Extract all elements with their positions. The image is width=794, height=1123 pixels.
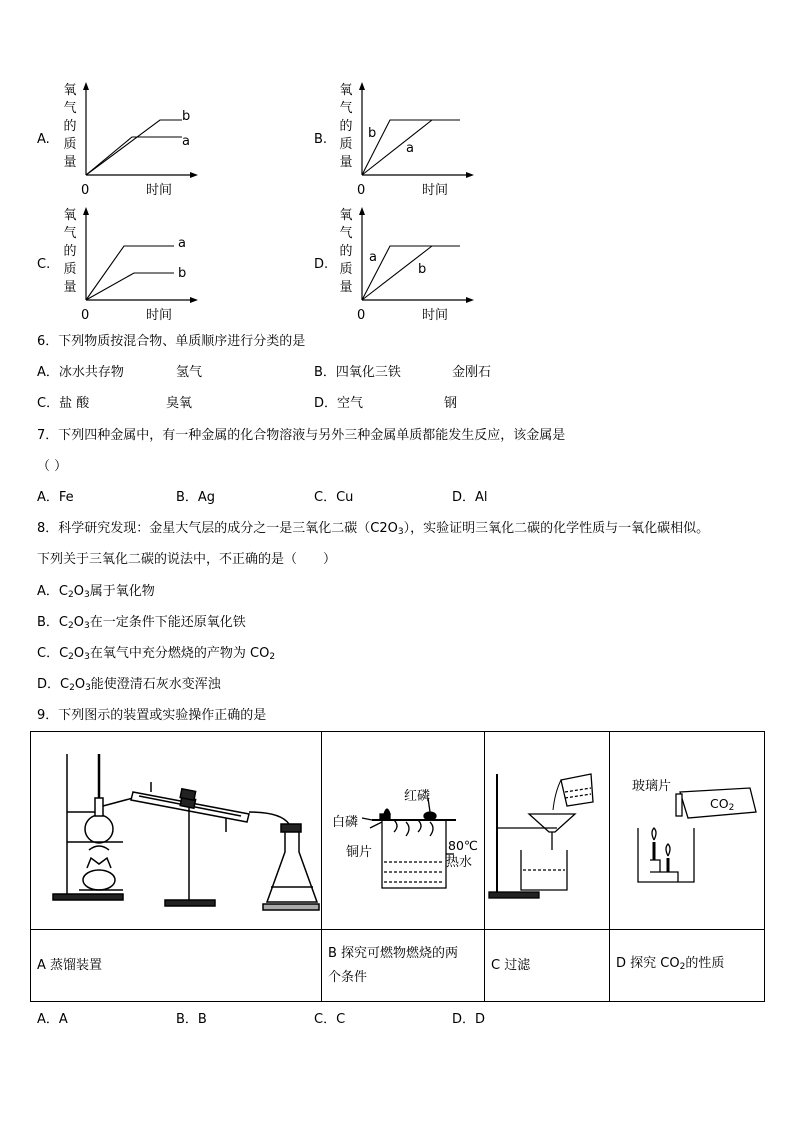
distillation-apparatus <box>31 732 321 929</box>
origin-label: 0 <box>357 308 366 323</box>
graph-b <box>336 80 476 205</box>
copper-sheet-label: 铜片 <box>346 845 373 860</box>
graph-c <box>60 205 200 330</box>
option-b-label: B. <box>314 132 328 147</box>
curve-a-label: a <box>182 134 190 149</box>
q6-option-b: B．四氧化三铁 <box>314 365 401 380</box>
y-axis-label: 氧 气 的 质 量 <box>63 83 77 170</box>
q9-stem: 9．下列图示的装置或实验操作正确的是 <box>37 708 267 723</box>
caption-a: A 蒸馏装置 <box>31 930 322 1002</box>
q9-option-c: C．C <box>314 1012 346 1027</box>
curve-b <box>86 120 182 175</box>
y-axis-label: 氧 气 的 质 量 <box>339 208 353 295</box>
y-axis-label: 氧 气 的 质 量 <box>63 208 77 295</box>
option-c-label: C. <box>37 257 51 272</box>
apparatus-table <box>30 731 765 1002</box>
figure-a-cell <box>31 732 322 930</box>
q6-option-a-2: 氢气 <box>176 365 203 380</box>
y-axis-label: 氧 气 的 质 量 <box>339 83 353 170</box>
q7-option-a: A．Fe <box>37 490 74 505</box>
caption-c: C 过滤 <box>485 930 610 1002</box>
curve-b <box>86 273 174 300</box>
q6-option-a: A．冰水共存物 <box>37 365 124 380</box>
x-axis-label: 时间 <box>422 308 449 323</box>
white-phosphorus-label: 白磷 <box>332 815 359 830</box>
option-d-label: D. <box>314 257 329 272</box>
q8-option-b: B．$C_2O_3$在一定条件下能还原氧化铁 <box>37 615 246 631</box>
curve-b-label: b <box>418 262 427 277</box>
curve-a-label: a <box>178 236 186 251</box>
q6-option-c: C．盐 酸 <box>37 396 90 411</box>
curve-a <box>86 137 182 175</box>
origin-label: 0 <box>357 183 366 198</box>
q7-option-b: B．Ag <box>176 490 216 505</box>
graph-a <box>60 80 200 205</box>
q6-option-d: D．空气 <box>314 396 364 411</box>
red-phosphorus-label: 红磷 <box>404 789 431 804</box>
figure-c-cell <box>485 732 610 930</box>
curve-a-label: a <box>369 250 377 265</box>
x-axis-label: 时间 <box>422 183 449 198</box>
q8-stem-line2: 下列关于三氧化二碳的说法中，不正确的是（ ） <box>37 552 337 567</box>
q7-option-d: D．Al <box>452 490 488 505</box>
q6-option-b-2: 金刚石 <box>452 365 492 380</box>
q6-stem: 6．下列物质按混合物、单质顺序进行分类的是 <box>37 334 306 349</box>
caption-d: D 探究 $CO_2$的性质 <box>610 930 765 1002</box>
graph-d <box>336 205 476 330</box>
q7-paren: （ ） <box>37 459 68 474</box>
figure-d-cell <box>610 732 765 930</box>
q7-stem: 7．下列四种金属中，有一种金属的化合物溶液与另外三种金属单质都能发生反应，该金属是 <box>37 428 566 443</box>
curve-b-label: b <box>178 266 187 281</box>
co2-apparatus <box>610 732 764 929</box>
origin-label: 0 <box>81 183 90 198</box>
q8-stem-line1: 8．科学研究发现：金星大气层的成分之一是三氧化二碳$(C2O_3)$，实验证明三氧化二碳的化学性质与一氧化碳相似。 <box>37 521 710 537</box>
q7-option-c: C．Cu <box>314 490 354 505</box>
hot-water-label: 热水 <box>446 855 473 870</box>
q6-option-d-2: 钢 <box>444 396 458 411</box>
q8-option-a: A．$C_2O_3$属于氧化物 <box>37 584 155 600</box>
combustion-apparatus <box>322 732 484 929</box>
x-axis-label: 时间 <box>146 183 173 198</box>
q8-option-d: D．$C_2O_3$能使澄清石灰水变浑浊 <box>37 677 221 693</box>
curve-b-label: b <box>182 109 191 124</box>
q6-option-c-2: 臭氧 <box>166 396 193 411</box>
q9-option-b: B．B <box>176 1012 207 1027</box>
co2-label: $CO_2$ <box>710 796 735 813</box>
filtration-apparatus <box>485 732 609 929</box>
q8-option-c: C．$C_2O_3$在氧气中充分燃烧的产物为 $CO_2$ <box>37 646 276 662</box>
curve-b-label: b <box>368 126 377 141</box>
option-a-label: A. <box>37 132 50 147</box>
figure-b-cell <box>322 732 485 930</box>
temperature-label: 80℃ <box>448 838 478 853</box>
origin-label: 0 <box>81 308 90 323</box>
glass-plate-label: 玻璃片 <box>632 779 672 794</box>
q9-option-d: D．D <box>452 1012 486 1027</box>
x-axis-label: 时间 <box>146 308 173 323</box>
q9-option-a: A．A <box>37 1012 68 1027</box>
curve-a-label: a <box>406 141 414 156</box>
caption-b: B 探究可燃物燃烧的两 个条件 <box>322 930 485 1002</box>
